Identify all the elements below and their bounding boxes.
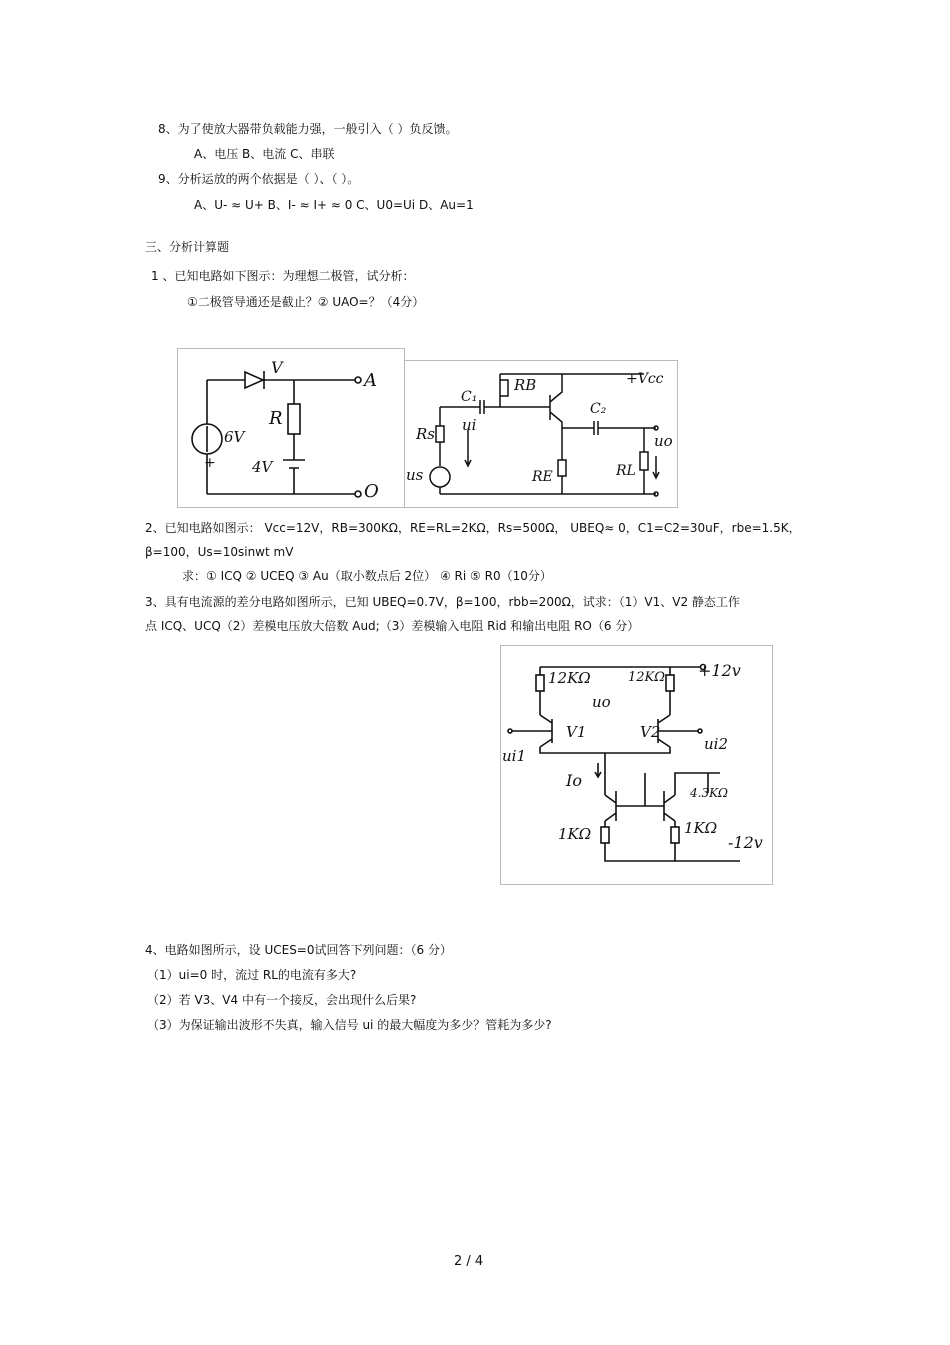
source-us bbox=[430, 467, 450, 487]
supply-negative-label: -12v bbox=[728, 833, 763, 852]
rb-label: RB bbox=[514, 376, 537, 394]
source-6v-label: 6V bbox=[224, 428, 245, 446]
resistor-label: R bbox=[269, 408, 283, 429]
resistor-1k-right-label: 1KΩ bbox=[684, 819, 718, 837]
question-9-stem: 9、分析运放的两个依据是（ ）、（ ）。 bbox=[158, 172, 360, 186]
resistor-r bbox=[288, 404, 300, 434]
problem-2-line-3: 求：① ICQ ② UCEQ ③ Au（取小数点后 2位） ④ Ri ⑤ R0（10分） bbox=[182, 569, 552, 583]
problem-4-question-2: （2）若 V3、V4 中有一个接反，会出现什么后果? bbox=[147, 993, 417, 1007]
page-number: 2 / 4 bbox=[454, 1254, 484, 1269]
rl-label: RL bbox=[616, 463, 636, 479]
c2-label: C₂ bbox=[590, 401, 607, 417]
diode-label: V bbox=[271, 358, 283, 377]
terminal-o-label: O bbox=[364, 481, 379, 502]
problem-4-question-1: （1）ui=0 时，流过 RL的电流有多大? bbox=[147, 968, 357, 982]
problem-1-subquestions: ①二极管导通还是截止？② UAO=？（4分） bbox=[187, 295, 425, 309]
problem-2-line-1: 2、已知电路如图示： Vcc=12V，RB=300KΩ，RE=RL=2KΩ，Rs=500Ω， UBEQ≈ 0，C1=C2=30uF，rbe=1.5K， bbox=[145, 521, 801, 535]
diode-symbol bbox=[245, 372, 263, 388]
current-io-label: Io bbox=[566, 771, 582, 790]
emitter-resistor-1 bbox=[601, 827, 609, 843]
resistor-rb bbox=[500, 380, 508, 396]
re-label: RE bbox=[532, 469, 553, 485]
terminal-a-label: A bbox=[364, 370, 377, 391]
section-title: 三、分析计算题 bbox=[145, 240, 230, 254]
resistor-re bbox=[558, 460, 566, 476]
resistor-rl bbox=[640, 452, 648, 470]
us-label: us bbox=[406, 466, 424, 484]
uo-label: uo bbox=[654, 432, 673, 450]
c1-label: C₁ bbox=[461, 389, 478, 405]
problem-2-line-2: β=100，Us=10sinwt mV bbox=[145, 545, 294, 559]
collector-resistor-2 bbox=[666, 675, 674, 691]
problem-4-question-3: （3）为保证输出波形不失真，输入信号 ui 的最大幅度为多少？管耗为多少? bbox=[147, 1018, 552, 1032]
question-9-options: A、U- ≈ U+ B、I- ≈ I+ ≈ 0 C、U0=Ui D、Au=1 bbox=[194, 198, 474, 212]
vcc-label: +Vcc bbox=[626, 371, 664, 387]
problem-1-stem: 1 、已知电路如下图示：为理想二极管，试分析： bbox=[151, 269, 415, 283]
problem-3-line-2: 点 ICQ、UCQ（2）差模电压放大倍数 Aud;（3）差模输入电阻 Rid 和输出电阻 RO（6 分） bbox=[145, 619, 640, 633]
transistor-v2-label: V2 bbox=[640, 723, 661, 741]
source-plus-label: + bbox=[204, 455, 216, 471]
question-8-options: A、电压 B、电流 C、串联 bbox=[194, 147, 335, 161]
collector-resistor-1 bbox=[536, 675, 544, 691]
resistor-12k-left-label: 12KΩ bbox=[548, 669, 591, 687]
resistor-1k-left-label: 1KΩ bbox=[558, 825, 592, 843]
problem-3-line-1: 3、具有电流源的差分电路如图所示，已知 UBEQ=0.7V，β=100，rbb=200Ω，试求：（1）V1、V2 静态工作 bbox=[145, 595, 740, 609]
battery-4v-label: 4V bbox=[252, 458, 273, 476]
question-8-stem: 8、为了使放大器带负载能力强，一般引入（ ）负反馈。 bbox=[158, 122, 458, 136]
problem-4-stem: 4、电路如图所示，设 UCES=0试回答下列问题：（6 分） bbox=[145, 943, 452, 957]
emitter-resistor-2 bbox=[671, 827, 679, 843]
input-ui2-label: ui2 bbox=[704, 735, 729, 753]
ui-label: ui bbox=[462, 416, 477, 434]
differential-amplifier-figure bbox=[500, 645, 773, 885]
resistor-12k-right-label: 12KΩ bbox=[628, 670, 666, 685]
supply-positive-label: +12v bbox=[698, 661, 741, 680]
transistor-v1-label: V1 bbox=[566, 723, 587, 741]
input-ui1-label: ui1 bbox=[502, 747, 527, 765]
rs-label: Rs bbox=[416, 425, 435, 443]
amplifier-circuit-figure bbox=[404, 360, 678, 508]
resistor-4-3k-label: 4.3KΩ bbox=[690, 786, 728, 800]
diode-circuit-figure bbox=[177, 348, 405, 508]
resistor-rs bbox=[436, 426, 444, 442]
output-uo-label: uo bbox=[592, 693, 611, 711]
